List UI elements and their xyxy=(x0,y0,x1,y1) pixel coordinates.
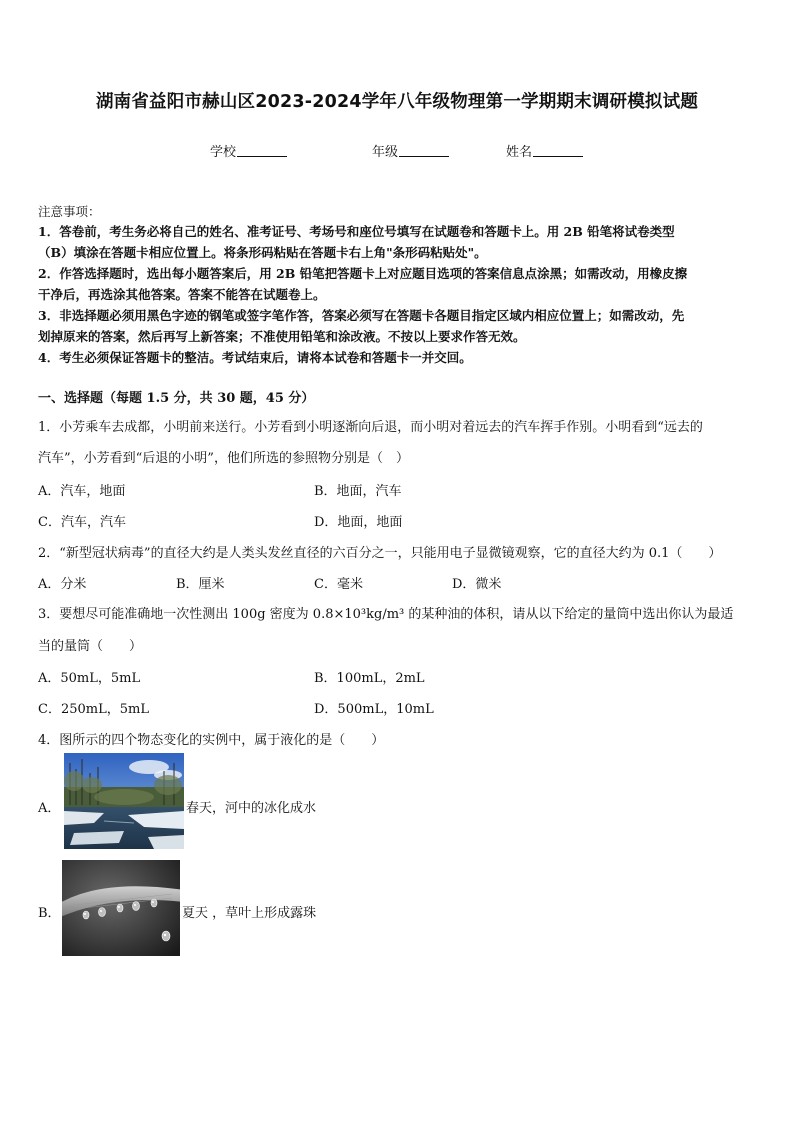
page-title: 湖南省益阳市赫山区2023-2024学年八年级物理第一学期期末调研模拟试题 xyxy=(95,92,699,112)
river-ice-melting-image xyxy=(64,753,184,849)
notice-line: 1．答卷前，考生务必将自己的姓名、准考证号、考场号和座位号填写在试题卷和答题卡上。用 2B 铅笔将试卷类型 xyxy=(38,224,675,239)
grade-label: 年级 xyxy=(372,145,399,160)
question-2-option-b: B．厘米 xyxy=(176,577,225,592)
question-4-option-b-label: B． xyxy=(38,906,61,921)
notice-line: 4．考生必须保证答题卡的整洁。考试结束后，请将本试卷和答题卡一并交回。 xyxy=(38,350,472,365)
name-blank xyxy=(533,144,583,157)
question-2-option-d: D．微米 xyxy=(452,577,502,592)
question-4-option-a-label: A． xyxy=(38,801,61,816)
question-3-option-a: A．50mL，5mL xyxy=(38,671,141,686)
question-2-option-a: A．分米 xyxy=(38,577,87,592)
school-label: 学校 xyxy=(210,145,237,160)
question-3-option-b: B．100mL，2mL xyxy=(314,671,425,686)
question-1-option-d: D．地面，地面 xyxy=(314,515,403,530)
name-field xyxy=(506,141,583,160)
notice-line: 3．非选择题必须用黑色字迹的钢笔或签字笔作答，答案必须写在答题卡各题目指定区域内相应位置上；如需改动，先 xyxy=(38,308,685,323)
school-field xyxy=(210,141,287,160)
notice-line: 干净后，再选涂其他答案。答案不能答在试题卷上。 xyxy=(38,287,326,302)
notice-line: 划掉原来的答案，然后再写上新答案；不准使用铅笔和涂改液。不按以上要求作答无效。 xyxy=(38,329,526,344)
question-2-option-c: C．毫米 xyxy=(314,577,363,592)
notice-line: 2．作答选择题时，选出每小题答案后，用 2B 铅笔把答题卡上对应题目选项的答案信息点涂黑；如需改动，用橡皮擦 xyxy=(38,266,688,281)
question-1-option-b: B．地面，汽车 xyxy=(314,484,402,499)
question-3-option-d: D．500mL，10mL xyxy=(314,702,434,717)
question-2-line-1: 2．“新型冠状病毒”的直径大约是人类头发丝直径的六百分之一，只能用电子显微镜观察，它的直径大约为 0.1（ ） xyxy=(38,546,722,561)
dewdrops-on-leaf-image xyxy=(62,860,180,956)
grade-blank xyxy=(399,144,449,157)
question-1-line-1: 1．小芳乘车去成都，小明前来送行。小芳看到小明逐渐向后退，而小明对着远去的汽车挥手作别。小明看到“远去的 xyxy=(38,420,703,435)
question-4-option-b-text: 夏天 ，草叶上形成露珠 xyxy=(182,906,317,921)
question-4-option-a-text: 春天，河中的冰化成水 xyxy=(186,801,317,816)
question-1-line-2: 汽车”，小芳看到“后退的小明”，他们所选的参照物分别是（ ） xyxy=(38,451,409,466)
grade-field xyxy=(372,141,449,160)
notice-line: （B）填涂在答题卡相应位置上。将条形码粘贴在答题卡右上角"条形码粘贴处"。 xyxy=(38,245,487,260)
notice-block xyxy=(38,203,758,368)
question-3-line-1: 3．要想尽可能准确地一次性测出 100g 密度为 0.8×10³kg/m³ 的某种油的体积，请从以下给定的量筒中选出你认为最适 xyxy=(38,607,734,622)
notice-heading: 注意事项： xyxy=(38,204,101,219)
question-3-option-c: C．250mL，5mL xyxy=(38,702,149,717)
name-label: 姓名 xyxy=(506,145,533,160)
question-1-option-a: A．汽车，地面 xyxy=(38,484,126,499)
question-4-line-1: 4．图所示的四个物态变化的实例中，属于液化的是（ ） xyxy=(38,733,385,748)
question-1-option-c: C．汽车，汽车 xyxy=(38,515,126,530)
section-heading: 一、选择题（每题 1.5 分，共 30 题，45 分） xyxy=(38,391,315,406)
question-3-line-2: 当的量筒（ ） xyxy=(38,639,143,654)
school-blank xyxy=(237,144,287,157)
